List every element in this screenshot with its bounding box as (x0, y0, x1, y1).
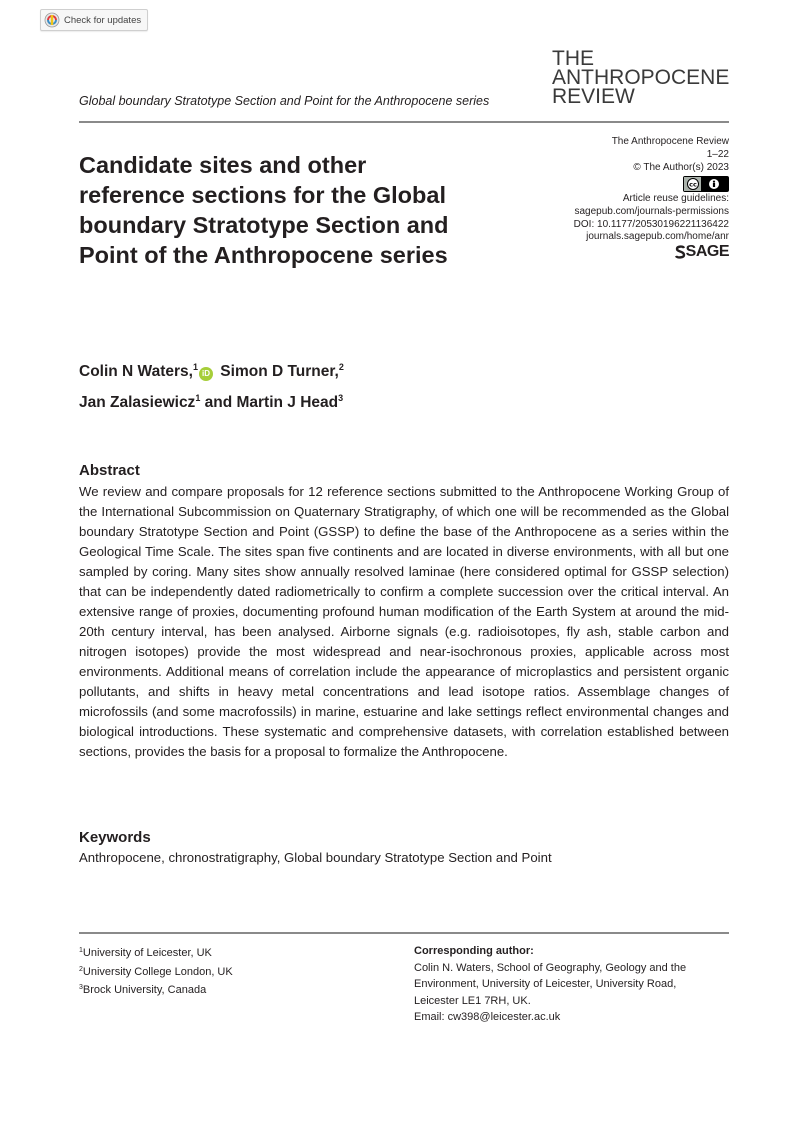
keywords-text: Anthropocene, chronostratigraphy, Global boundary Stratotype Section and Point (79, 850, 552, 865)
affiliation-marker: 1 (192, 362, 198, 372)
page-range: 1–22 (706, 148, 729, 160)
keywords-heading: Keywords (79, 829, 151, 846)
footnote-divider (79, 932, 729, 934)
doi-link[interactable]: DOI: 10.1177/20530196221136422 (573, 218, 729, 230)
affiliation-item: $^2$University College London, UK (79, 965, 233, 978)
author-list (79, 354, 499, 416)
abstract-text: We review and compare proposals for 12 reference sections submitted to the Anthropocene Working Group of the International Subcommission on Quaternary Stratigraphy, of which one will be recommended as the Global boundary Stratotype Section and Point (GSSP) to define the base of the Anthropocene as a series within the Geological Time Scale. The sites span five continents and are located in diverse environments, with all but one sampled by coring. Many sites show annually resolved laminae (here considered optimal for GSSP selection) that can be independently dated radiometrically to confirm a complete succession over the critical interval. An extensive range of proxies, documenting profound human modification of the Earth System at around the mid-20th century interval, has been analysed. Airborne signals (e.g. radioisotopes, fly ash, stable carbon and nitrogen isotopes) provide the most widespread and near-isochronous proxies, applicable across most environments. Additional means of correlation include the appearance of microplastics and persistent organic pollutants, and shifts in heavy metal concentrations and lead isotope ratios. Assemblage changes of microfossils (and some macrofossils) in marine, estuarine and lake settings reflect environmental changes and biological introductions. These systematic and comprehensive datasets, with correlation established between sections, provides the basis for a proposal to formalize the Anthropocene. (79, 484, 729, 759)
publisher-logo (674, 242, 729, 260)
author-name[interactable]: Colin N Waters, (79, 363, 193, 380)
corresponding-author (414, 943, 734, 1026)
permissions-link[interactable]: sagepub.com/journals-permissions (574, 205, 729, 217)
creative-commons-icon[interactable] (683, 176, 729, 192)
abstract-heading: Abstract (79, 462, 140, 479)
logo-line-1: THE (552, 47, 594, 70)
publisher-name: SAGE (685, 242, 729, 260)
affiliation-marker: 3 (338, 393, 344, 403)
author-name[interactable]: Jan Zalasiewicz (79, 394, 196, 411)
corresponding-line: Colin N. Waters, School of Geography, Geology and the (414, 961, 687, 974)
logo-line-2: ANTHROPOCENE (552, 66, 730, 89)
reuse-guidelines-label: Article reuse guidelines: (622, 192, 729, 204)
article-title: Candidate sites and other reference sections for the Global boundary Stratotype Section and Point of the Anthropocene series (79, 152, 449, 268)
corresponding-line: Environment, University of Leicester, University Road, (414, 978, 677, 990)
article-meta (520, 136, 729, 264)
check-for-updates-button[interactable] (40, 9, 148, 31)
affiliation-marker: 1 (195, 393, 201, 403)
check-for-updates-label: Check for updates (64, 14, 142, 26)
journal-name: The Anthropocene Review (611, 136, 729, 147)
affiliations (79, 943, 399, 999)
svg-text:cc: cc (689, 180, 697, 189)
affiliation-marker: 2 (338, 362, 344, 372)
affiliation-item: $^3$Brock University, Canada (79, 984, 207, 996)
author-name[interactable]: and Martin J Head (200, 394, 339, 411)
journal-logo (552, 49, 742, 106)
author-name[interactable]: Simon D Turner, (220, 363, 339, 380)
corresponding-email[interactable]: Email: cw398@leicester.ac.uk (414, 1011, 561, 1023)
orcid-icon[interactable]: iD (199, 367, 213, 381)
copyright: © The Author(s) 2023 (633, 161, 729, 173)
logo-line-3: REVIEW (552, 85, 635, 108)
journal-home-link[interactable]: journals.sagepub.com/home/anr (586, 231, 729, 243)
crossmark-icon (44, 12, 60, 28)
running-header: Global boundary Stratotype Section and Point for the Anthropocene series (79, 94, 490, 108)
corresponding-line: Leicester LE1 7RH, UK. (414, 994, 531, 1007)
header-divider (79, 121, 729, 123)
sage-mark-icon (674, 245, 686, 259)
corresponding-heading: Corresponding author: (414, 945, 534, 957)
affiliation-item: $^1$University of Leicester, UK (79, 947, 212, 959)
